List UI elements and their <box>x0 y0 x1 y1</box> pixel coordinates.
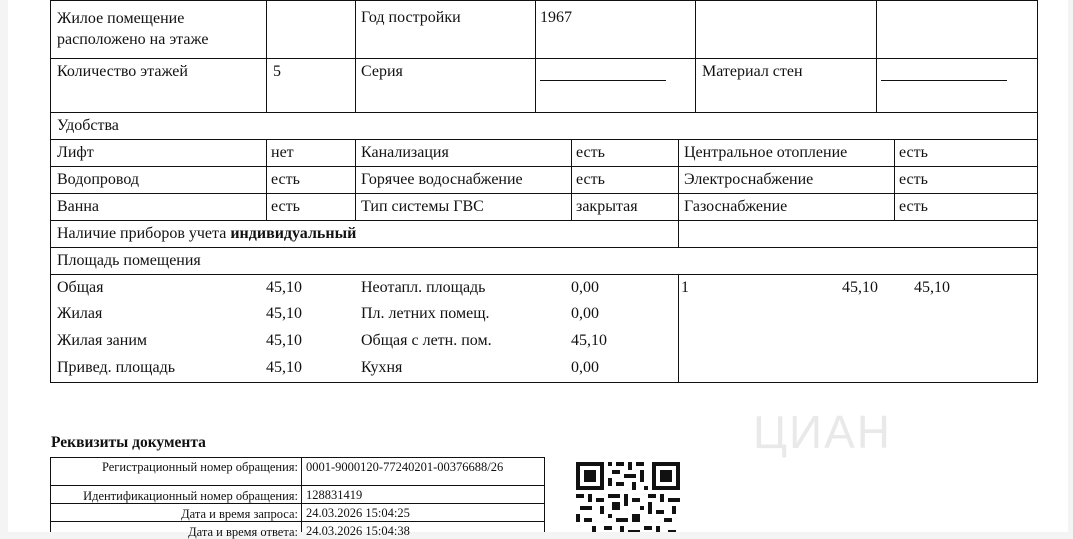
req-request-date-label: Дата и время запроса: <box>181 507 298 521</box>
amenity-hot-water-value: есть <box>576 171 605 188</box>
req-reg-number-value: 0001-9000120-77240201-00376688/26 <box>306 460 504 474</box>
area-reduced-label: Привед. площадь <box>57 359 176 376</box>
area-room-number: 1 <box>681 279 689 296</box>
amenity-heating-label: Центральное отопление <box>684 144 848 161</box>
amenity-bath-value: есть <box>271 198 300 215</box>
amenity-sewerage-value: есть <box>576 144 605 161</box>
req-response-date-value: 24.03.2026 15:04:38 <box>306 524 410 538</box>
floors-count-label: Количество этажей <box>57 63 188 80</box>
amenity-water-label: Водопровод <box>57 171 140 188</box>
area-occupied-value: 45,10 <box>266 332 302 349</box>
series-blank-line <box>540 80 666 81</box>
floor-label: Жилое помещение расположено на этаже <box>57 10 209 48</box>
area-living-value: 45,10 <box>266 305 302 322</box>
amenity-gas-value: есть <box>899 198 928 215</box>
qr-code <box>576 462 680 532</box>
amenity-electricity-label: Электроснабжение <box>684 171 814 188</box>
amenity-gvs-type-value: закрытая <box>576 198 638 215</box>
area-living-label: Жилая <box>57 305 103 322</box>
amenity-gvs-type-label: Тип системы ГВС <box>361 198 484 215</box>
amenity-hot-water-label: Горячее водоснабжение <box>361 171 523 188</box>
area-summer-value: 0,00 <box>571 305 599 322</box>
meters-row <box>57 224 356 243</box>
area-total-summer-label: Общая с летн. пом. <box>361 332 492 349</box>
meters-label: Наличие приборов учета <box>57 225 227 242</box>
floors-count-value: 5 <box>273 63 281 80</box>
req-response-date-label: Дата и время ответа: <box>188 525 298 539</box>
requisites-title: Реквизиты документа <box>51 434 206 451</box>
area-room-value-2: 45,10 <box>914 279 950 296</box>
area-title: Площадь помещения <box>57 252 201 269</box>
area-unheated-value: 0,00 <box>571 279 599 296</box>
req-reg-number-label: Регистрационный номер обращения: <box>101 460 298 474</box>
area-total-summer-value: 45,10 <box>571 332 607 349</box>
area-reduced-value: 45,10 <box>266 359 302 376</box>
amenity-elevator-value: нет <box>271 144 294 161</box>
meters-value: индивидуальный <box>230 225 357 242</box>
year-value: 1967 <box>540 9 572 26</box>
year-label: Год постройки <box>361 9 461 26</box>
amenity-bath-label: Ванна <box>57 198 99 215</box>
area-total-value: 45,10 <box>266 279 302 296</box>
area-summer-label: Пл. летних помещ. <box>361 305 490 322</box>
series-label: Серия <box>361 63 403 80</box>
req-id-number-label: Идентификационный номер обращения: <box>83 489 298 503</box>
wall-material-blank-line <box>881 80 1007 81</box>
area-kitchen-value: 0,00 <box>571 359 599 376</box>
amenity-heating-value: есть <box>899 144 928 161</box>
area-unheated-label: Неотапл. площадь <box>361 279 486 296</box>
area-kitchen-label: Кухня <box>361 359 403 376</box>
watermark: ЦИАН <box>753 406 892 458</box>
amenity-water-value: есть <box>271 171 300 188</box>
area-occupied-label: Жилая заним <box>57 332 148 349</box>
area-room-value-1: 45,10 <box>842 279 878 296</box>
amenity-elevator-label: Лифт <box>57 144 94 161</box>
amenity-electricity-value: есть <box>899 171 928 188</box>
amenities-title: Удобства <box>57 117 119 134</box>
amenity-sewerage-label: Канализация <box>361 144 449 161</box>
wall-material-label: Материал стен <box>702 63 803 80</box>
amenity-gas-label: Газоснабжение <box>684 198 788 215</box>
area-total-label: Общая <box>57 279 104 296</box>
req-request-date-value: 24.03.2026 15:04:25 <box>306 506 410 520</box>
req-id-number-value: 128831419 <box>306 488 363 502</box>
document-page <box>8 0 1068 539</box>
